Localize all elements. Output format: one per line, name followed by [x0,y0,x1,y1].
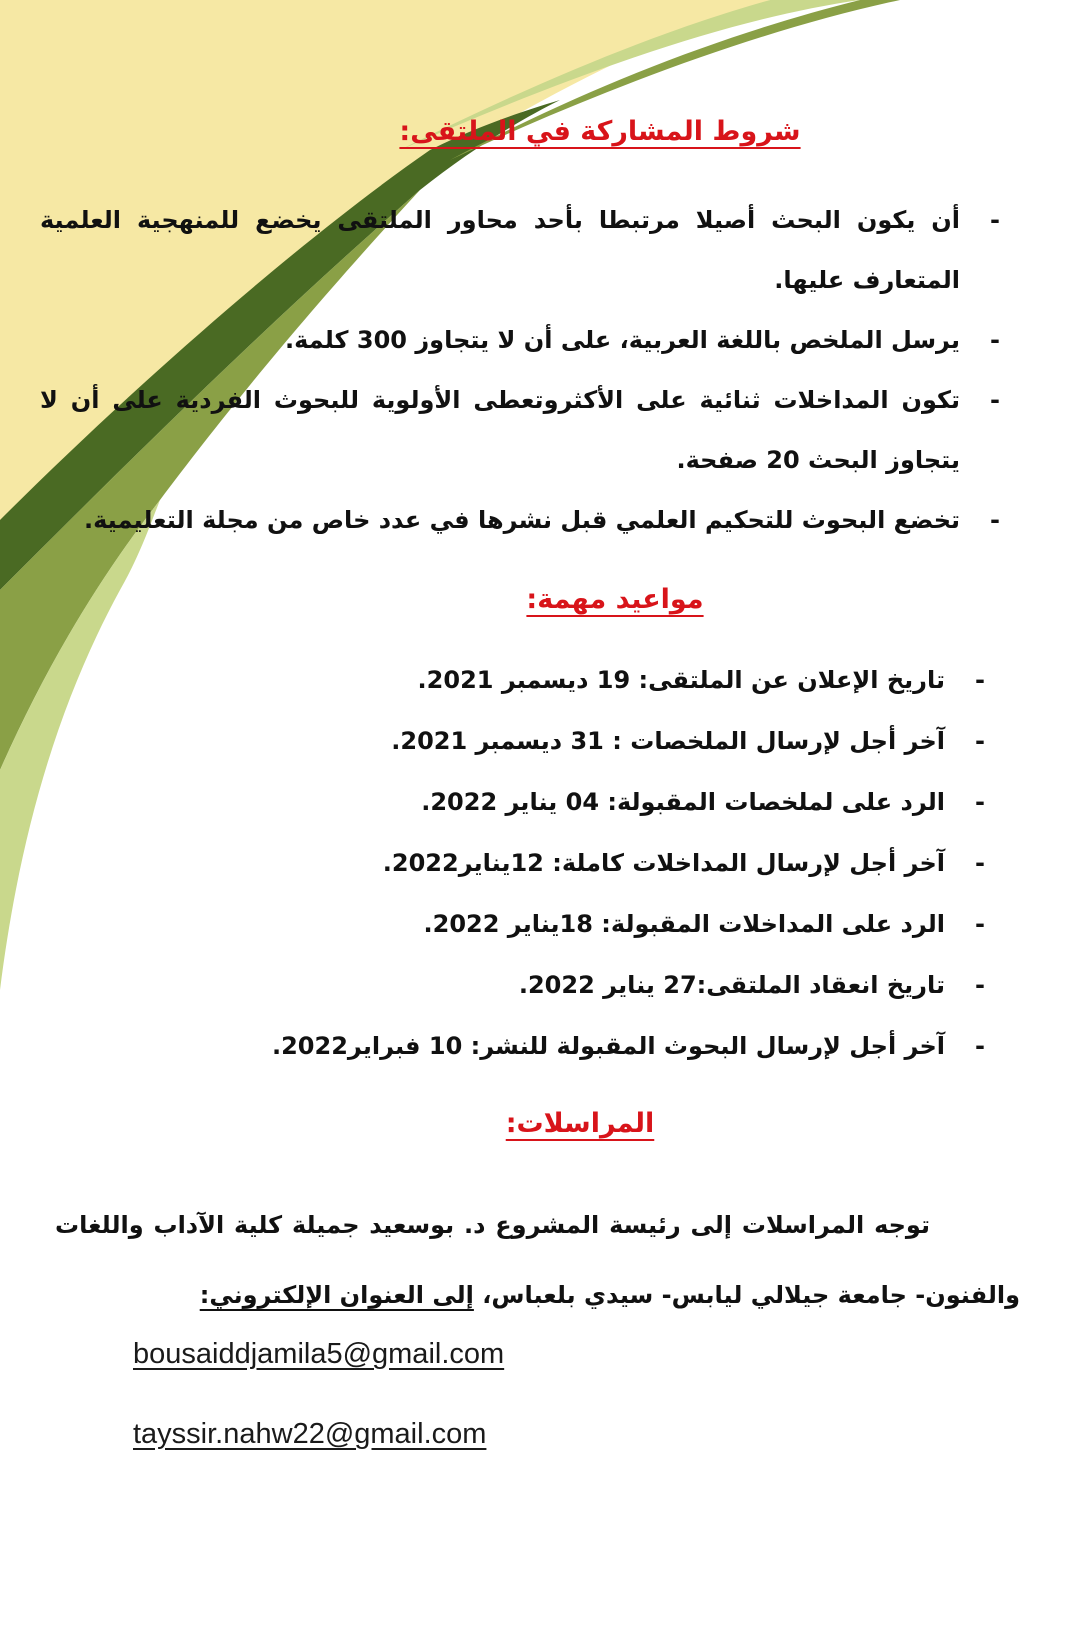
date-item [40,955,985,1016]
conditions-heading: شروط المشاركة في الملتقى: [399,116,801,147]
correspondence-text: توجه المراسلات إلى رئيسة المشروع د. بوسعيد جميلة كلية الآداب واللغات والفنون- جامعة جيلالي ليابس- سيدي بلعباس، [55,1211,1020,1309]
bullet-dash-icon: - [990,386,1000,414]
condition-text: أن يكون البحث أصيلا مرتبطا بأحد محاور الملتقى يخضع للمنهجية العلمية المتعارف عليها. [40,206,960,294]
date-item [40,650,985,711]
important-dates-list [40,650,985,1077]
date-item [40,711,985,772]
condition-item [40,370,1000,490]
date-text: آخر أجل لإرسال المداخلات كاملة: 12يناير2022. [382,849,945,877]
bullet-dash-icon: - [975,666,985,694]
important-dates-heading: مواعيد مهمة: [526,584,704,615]
condition-item [40,190,1000,310]
bullet-dash-icon: - [975,788,985,816]
email-link-1[interactable]: bousaiddjamila5@gmail.com [133,1338,505,1370]
email-address-label: إلى العنوان الإلكتروني: [199,1281,474,1309]
condition-text: يرسل الملخص باللغة العربية، على أن لا يتجاوز 300 كلمة. [285,326,960,354]
date-text: آخر أجل لإرسال البحوث المقبولة للنشر: 10 فبراير2022. [271,1032,945,1060]
condition-text: تخضع البحوث للتحكيم العلمي قبل نشرها في عدد خاص من مجلة التعليمية. [84,506,960,534]
condition-text: تكون المداخلات ثنائية على الأكثروتعطى الأولوية للبحوث الفردية على أن لا يتجاوز البحث 20 صفحة. [40,386,960,474]
conditions-list [40,190,1000,550]
bullet-dash-icon: - [975,727,985,755]
bullet-dash-icon: - [990,326,1000,354]
correspondence-paragraph [55,1190,1020,1330]
date-item [40,833,985,894]
date-item [40,894,985,955]
email-link-2[interactable]: tayssir.nahw22@gmail.com [133,1418,487,1450]
condition-item [40,310,1000,370]
date-text: آخر أجل لإرسال الملخصات : 31 ديسمبر 2021. [391,727,945,755]
condition-item [40,490,1000,550]
bullet-dash-icon: - [975,849,985,877]
bullet-dash-icon: - [975,910,985,938]
correspondence-heading: المراسلات: [505,1108,655,1139]
date-text: الرد على لملخصات المقبولة: 04 يناير 2022. [421,788,945,816]
date-text: تاريخ الإعلان عن الملتقى: 19 ديسمبر 2021. [417,666,945,694]
bullet-dash-icon: - [990,206,1000,234]
date-text: الرد على المداخلات المقبولة: 18يناير 2022. [423,910,945,938]
bullet-dash-icon: - [990,506,1000,534]
date-text: تاريخ انعقاد الملتقى:27 يناير 2022. [518,971,945,999]
bullet-dash-icon: - [975,1032,985,1060]
date-item [40,1016,985,1077]
date-item [40,772,985,833]
bullet-dash-icon: - [975,971,985,999]
